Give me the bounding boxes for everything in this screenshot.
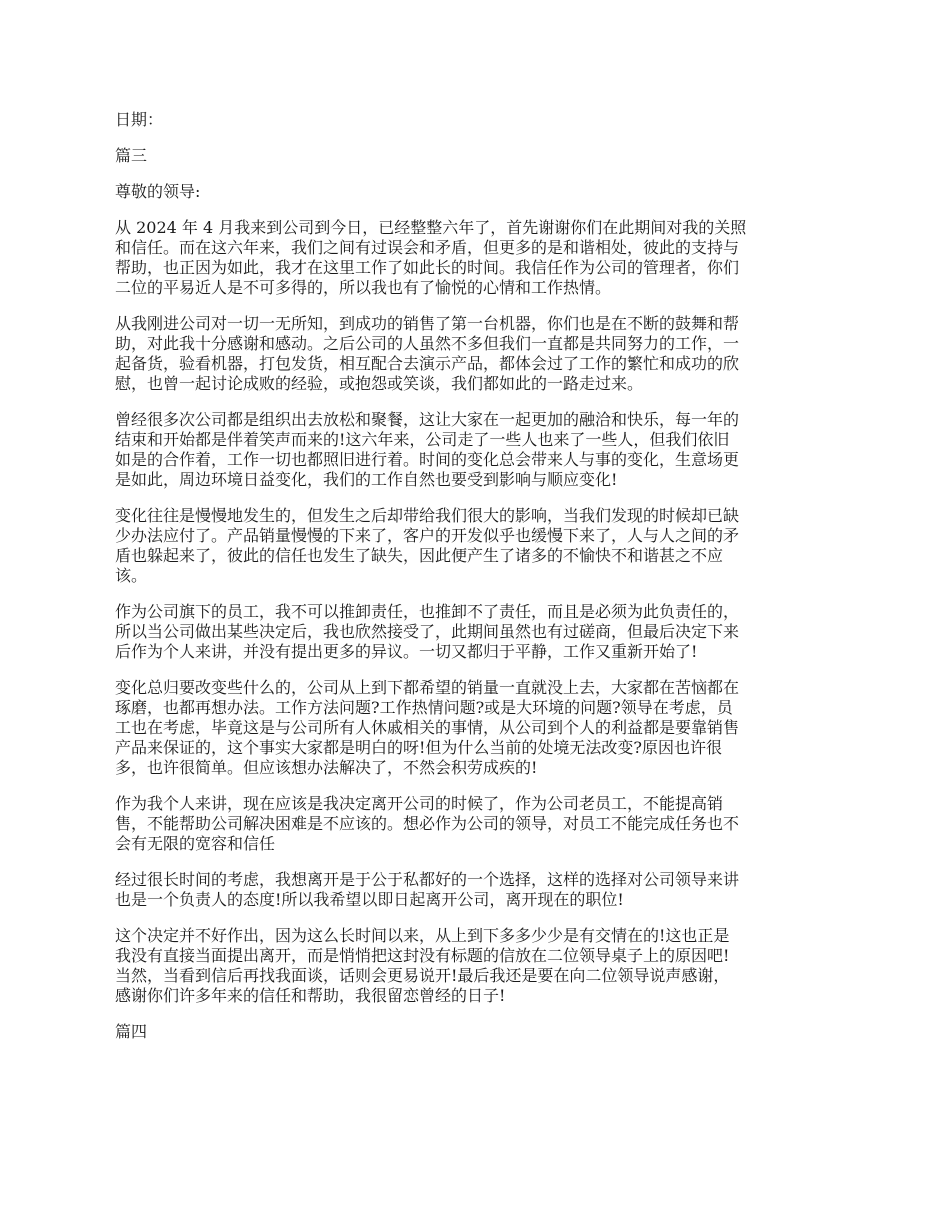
paragraph-8: 经过很长时间的考虑，我想离开是于公于私都好的一个选择，这样的选择对公司领导来讲 也是一个负责人的态度!所以我希望以即日起离开公司，离开现在的职位! bbox=[115, 870, 740, 909]
paragraph-7: 作为我个人来讲，现在应该是我决定离开公司的时候了，作为公司老员工，不能提高销 售，不能帮助公司解决困难是不应该的。想必作为公司的领导，对员工不能完成任务也不 会有无限的宽容和信任 bbox=[115, 794, 740, 853]
date-label: 日期： bbox=[115, 110, 164, 129]
paragraph-3: 曾经很多次公司都是组织出去放松和聚餐，这让大家在一起更加的融洽和快乐，每一年的 结束和开始都是伴着笑声而来的!这六年来，公司走了一些人也来了一些人，但我们依旧 如是的合作着，工作一切也都照旧进行着。时间的变化总会带来人与事的变化，生意场更 是如此，周边环境日益变化，我们的工作自然也要受到影响与顺应变化! bbox=[115, 410, 740, 489]
salutation: 尊敬的领导: bbox=[115, 182, 201, 201]
letter-document bbox=[115, 110, 845, 1058]
paragraph-6: 变化总归要改变些什么的，公司从上到下都希望的销量一直就没上去，大家都在苦恼都在 琢磨，也都再想办法。工作方法问题?工作热情问题?或是大环境的问题?领导在考虑，员 工也在考虑，毕竟这是与公司所有人休戚相关的事情，从公司到个人的利益都是要靠销售 产品来保证的，这个事实大家都是明白的呀!但为什么当前的处境无法改变?原因也许很 多，也许很简单。但应该想办法解决了，不然会积劳成疾的! bbox=[115, 678, 740, 777]
paragraph-4: 变化往往是慢慢地发生的，但发生之后却带给我们很大的影响，当我们发现的时候却已缺 少办法应付了。产品销量慢慢的下来了，客户的开发似乎也缓慢下来了，人与人之间的矛 盾也躲起来了，彼此的信任也发生了缺失，因此便产生了诸多的不愉快不和谐甚之不应 该。 bbox=[115, 506, 740, 585]
section-heading-3: 篇三 bbox=[115, 146, 148, 165]
paragraph-1: 从 2024 年 4 月我来到公司到今日，已经整整六年了，首先谢谢你们在此期间对我的关照 和信任。而在这六年来，我们之间有过误会和矛盾，但更多的是和谐相处，彼此的支持与 帮助，也正因为如此，我才在这里工作了如此长的时间。我信任作为公司的管理者，你们 二位的平易近人是不可多得的，所以我也有了愉悦的心情和工作热情。 bbox=[115, 218, 747, 297]
paragraph-9: 这个决定并不好作出，因为这么长时间以来，从上到下多多少少是有交情在的!这也正是 我没有直接当面提出离开，而是悄悄把这封没有标题的信放在二位领导桌子上的原因吧! 当然，当看到信后再找我面谈，话则会更易说开!最后我还是要在向二位领导说声感谢， 感谢你们许多年来的信任和帮助，我很留恋曾经的日子! bbox=[115, 926, 730, 1005]
paragraph-5: 作为公司旗下的员工，我不可以推卸责任，也推卸不了责任，而且是必须为此负责任的， 所以当公司做出某些决定后，我也欣然接受了，此期间虽然也有过磋商，但最后决定下来 后作为个人来讲，并没有提出更多的异议。一切又都归于平静，工作又重新开始了! bbox=[115, 602, 740, 661]
paragraph-2: 从我刚进公司对一切一无所知，到成功的销售了第一台机器，你们也是在不断的鼓舞和帮 助，对此我十分感谢和感动。之后公司的人虽然不多但我们一直都是共同努力的工作，一 起备货，验看机器，打包发货，相互配合去演示产品，都体会过了工作的繁忙和成功的欣 慰，也曾一起讨论成败的经验，或抱怨或笑谈，我们都如此的一路走过来。 bbox=[115, 314, 740, 393]
section-heading-4: 篇四 bbox=[115, 1022, 148, 1041]
